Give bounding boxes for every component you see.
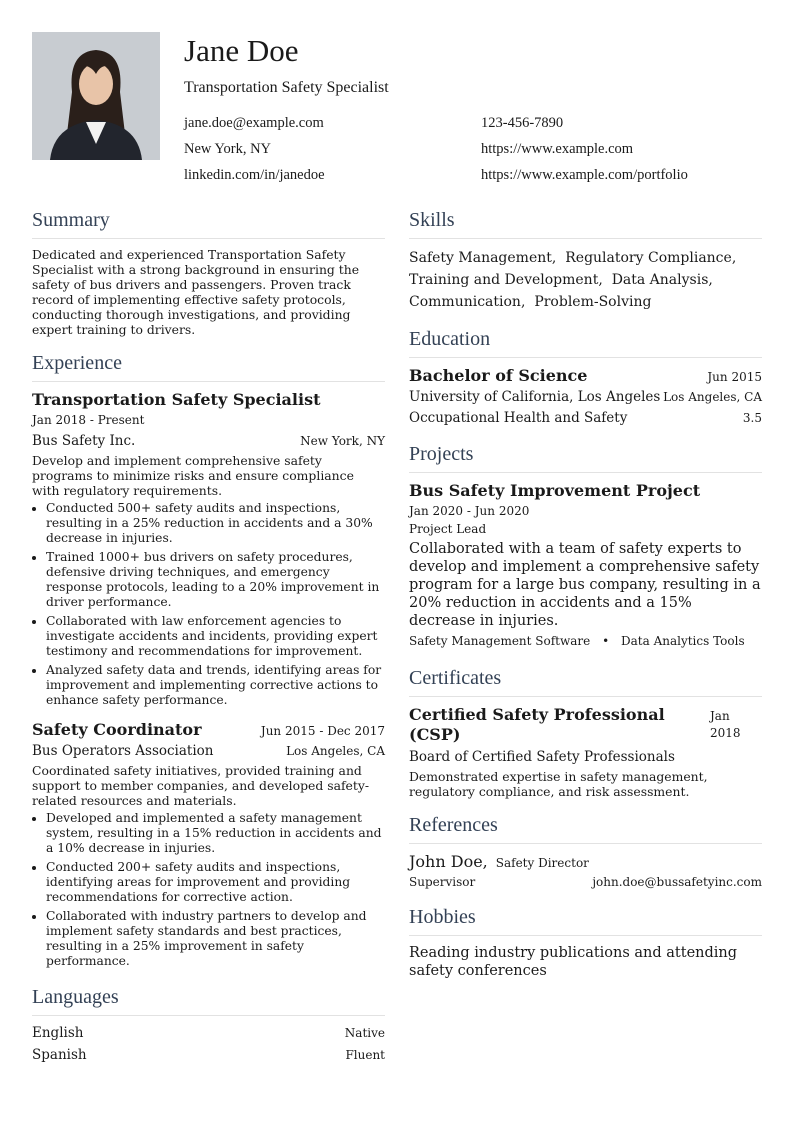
reference-relation: Supervisor (409, 875, 476, 889)
skill-item: Communication (409, 294, 521, 310)
job-bullet: • Analyzed safety data and trends, identifying areas for improvement and implementing corrective actions to enhance safety performance. (46, 663, 385, 708)
linkedin-link[interactable]: linkedin.com/in/janedoe (184, 167, 325, 183)
summary-heading: Summary (32, 206, 385, 239)
email-link[interactable]: jane.doe@example.com (184, 115, 324, 131)
skills-list: Safety Management, Regulatory Compliance, Training and Development, Data Analysis, Communication, Problem-Solving (409, 250, 737, 310)
job-dates: Jun 2015 - Dec 2017 (260, 724, 385, 738)
project-tools (409, 633, 762, 650)
language-name: Spanish (32, 1047, 87, 1063)
job-company: Bus Safety Inc. (32, 433, 136, 449)
job-entry (32, 390, 385, 708)
job-bullet: • Trained 1000+ bus drivers on safety procedures, defensive driving techniques, and emergency response protocols, leading to a 20% improvement in driver performance. (46, 550, 385, 610)
certificate-date: Jan 2018 (709, 709, 741, 740)
job-bullet: • Collaborated with law enforcement agencies to investigate accidents and incidents, providing expert testimony and recommendations for improvement. (46, 614, 385, 659)
skill-item: Problem-Solving (534, 294, 652, 310)
profile-photo (32, 32, 160, 160)
right-column (409, 206, 762, 980)
job-bullets (32, 811, 385, 969)
skill-item: Regulatory Compliance (565, 250, 732, 266)
job-description: Coordinated safety initiatives, provided training and support to member companies, and developed safety-related resources and materials. (32, 763, 370, 808)
tool-separator: • (602, 634, 610, 648)
skill-item: Training and Development (409, 272, 599, 288)
location-text: New York, NY (184, 141, 272, 157)
job-bullet: • Developed and implemented a safety management system, resulting in a 15% reduction in accidents and a 10% decrease in injuries. (46, 811, 385, 856)
education-heading: Education (409, 325, 762, 358)
language-name: English (32, 1025, 84, 1041)
language-level: Native (344, 1026, 385, 1040)
education-location: Los Angeles, CA (663, 390, 762, 404)
language-row (32, 1046, 385, 1065)
certificates-heading: Certificates (409, 664, 762, 697)
portfolio-link[interactable]: https://www.example.com/portfolio (481, 167, 688, 183)
job-location: Los Angeles, CA (286, 744, 385, 758)
job-company: Bus Operators Association (32, 743, 214, 759)
profile-photo-illustration (32, 32, 160, 160)
reference-name: John Doe, (409, 852, 488, 871)
job-bullets (32, 501, 385, 708)
languages-heading: Languages (32, 983, 385, 1016)
candidate-title: Transportation Safety Specialist (184, 79, 389, 96)
project-role: Project Lead (409, 522, 487, 536)
project-name: Bus Safety Improvement Project (409, 481, 701, 500)
skills-heading: Skills (409, 206, 762, 239)
education-school: University of California, Los Angeles (409, 389, 661, 405)
language-row (32, 1024, 385, 1043)
skill-item: Safety Management (409, 250, 552, 266)
left-column (32, 206, 385, 1065)
skill-item: Data Analysis (611, 272, 709, 288)
candidate-name: Jane Doe (184, 33, 299, 68)
job-location: New York, NY (300, 434, 385, 448)
project-description: Collaborated with a team of safety experts to develop and implement a comprehensive safety program for a large bus company, resulting in a 20% reduction in accidents and a 15% decrease in injuries. (409, 541, 761, 629)
hobbies-text: Reading industry publications and attending safety conferences (409, 945, 738, 979)
job-bullet: • Conducted 200+ safety audits and inspections, identifying areas for improvement and providing recommendations for corrective action. (46, 860, 385, 905)
job-title: Safety Coordinator (32, 720, 202, 739)
summary-text: Dedicated and experienced Transportation Safety Specialist with a strong background in ensuring the safety of bus drivers and passengers. Proven track record of implementing effective safety protocols, conducting thorough investigations, and providing expert training to drivers. (32, 247, 360, 337)
education-gpa: 3.5 (742, 411, 762, 425)
website-link[interactable]: https://www.example.com (481, 141, 634, 157)
certificate-description: Demonstrated expertise in safety management, regulatory compliance, and risk assessment. (409, 769, 708, 799)
job-bullet: • Collaborated with industry partners to develop and implement safety standards and best practices, resulting in a 25% improvement in safety performance. (46, 909, 385, 969)
job-bullet: • Conducted 500+ safety audits and inspections, resulting in a 25% reduction in accidents and a 30% decrease in injuries. (46, 501, 385, 546)
references-heading: References (409, 811, 762, 844)
language-level: Fluent (345, 1048, 385, 1062)
experience-heading: Experience (32, 349, 385, 382)
education-degree: Bachelor of Science (409, 366, 588, 385)
project-tool: Data Analytics Tools (621, 634, 745, 648)
job-title: Transportation Safety Specialist (32, 390, 321, 409)
certificate-name: Certified Safety Professional (CSP) (409, 705, 665, 744)
certificate-issuer: Board of Certified Safety Professionals (409, 749, 675, 765)
reference-position: Safety Director (495, 856, 589, 870)
reference-email[interactable]: john.doe@bussafetyinc.com (592, 875, 762, 889)
hobbies-heading: Hobbies (409, 903, 762, 936)
phone-link[interactable]: 123-456-7890 (481, 115, 564, 131)
education-date: Jun 2015 (707, 370, 762, 384)
job-description: Develop and implement comprehensive safety programs to minimize risks and ensure compliance with regulatory requirements. (32, 453, 354, 498)
job-entry (32, 720, 385, 969)
project-dates: Jan 2020 - Jun 2020 (409, 504, 530, 518)
education-field: Occupational Health and Safety (409, 410, 628, 426)
project-tool: Safety Management Software (409, 634, 591, 648)
job-dates: Jan 2018 - Present (32, 413, 145, 427)
projects-heading: Projects (409, 440, 762, 473)
